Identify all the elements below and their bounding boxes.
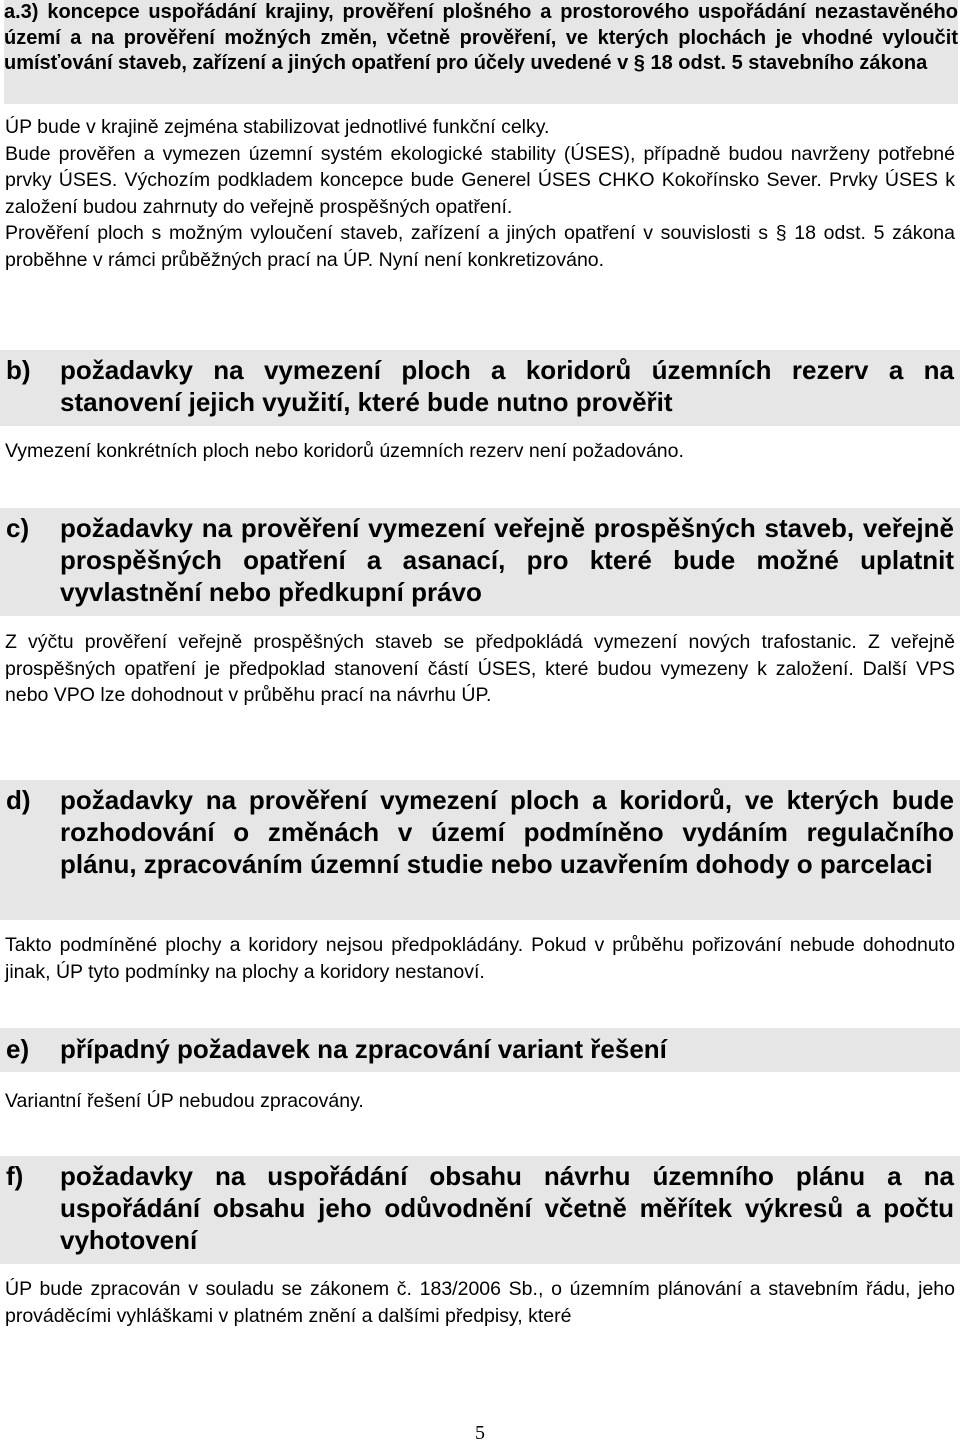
section-d-title: požadavky na prověření vymezení ploch a koridorů, ve kterých bude rozhodování o změnách v území podmíněno vydáním regulačního plánu, zpracováním územní studie nebo uzavřením dohody o parcelaci [60,785,954,879]
section-c-body [5,629,955,709]
section-b-text: Vymezení konkrétních ploch nebo koridorů územních rezerv není požadováno. [5,440,684,462]
section-b-body [5,438,955,465]
section-f-title: požadavky na uspořádání obsahu návrhu územního plánu a na uspořádání obsahu jeho odůvodnění včetně měřítek výkresů a počtu vyhotovení [60,1161,954,1255]
section-f-body [5,1276,955,1329]
section-b-letter: b) [6,355,31,385]
section-e-title: případný požadavek na zpracování variant řešení [60,1034,667,1064]
section-f-heading [0,1156,960,1264]
section-a3-paragraph: Bude prověřen a vymezen územní systém ekologické stability (ÚSES), případně budou navrženy potřebné prvky ÚSES. Výchozím podkladem koncepce bude Generel ÚSES CHKO Kokořínsko Sever. Prvky ÚSES k založení budou zahrnuty do veřejně prospěšných opatření. [5,142,955,218]
section-b-title: požadavky na vymezení ploch a koridorů územních rezerv a na stanovení jejich využití, které bude nutno prověřit [60,355,954,417]
section-c-title: požadavky na prověření vymezení veřejně prospěšných staveb, veřejně prospěšných opatření a asanací, pro které bude možné uplatnit vyvlastnění nebo předkupní právo [60,513,954,607]
section-c-letter: c) [6,513,30,543]
section-e-text: Variantní řešení ÚP nebudou zpracovány. [5,1090,364,1112]
section-d-letter: d) [6,785,31,815]
section-e-body [5,1088,955,1115]
section-f-letter: f) [6,1161,24,1191]
page-number: 5 [475,1422,485,1444]
section-a3-body [5,114,955,273]
section-f-text: ÚP bude zpracován v souladu se zákonem č. 183/2006 Sb., o územním plánování a stavebním řádu, jeho prováděcími vyhláškami v platném znění a dalšími předpisy, které [5,1278,955,1327]
section-b-heading [0,350,960,426]
section-d-body [5,932,955,985]
section-d-heading [0,780,960,920]
section-c-heading [0,508,960,616]
section-a3-paragraph: ÚP bude v krajině zejména stabilizovat jednotlivé funkční celky. [5,116,550,138]
section-a3-heading: a.3) koncepce uspořádání krajiny, prověření plošného a prostorového uspořádání nezastavěného území a na prověření možných změn, včetně prověření, ve kterých plochách je vhodné vyloučit umísťování staveb, zařízení a jiných opatření pro účely uvedené v § 18 odst. 5 stavebního zákona [4,0,958,104]
section-e-letter: e) [6,1034,30,1064]
section-c-text: Z výčtu prověření veřejně prospěšných staveb se předpokládá vymezení nových trafostanic. Z veřejně prospěšných opatření je předpoklad stanovení částí ÚSES, které budou vymezeny k založení. Další VPS nebo VPO lze dohodnout v průběhu prací na návrhu ÚP. [5,631,955,706]
section-d-text: Takto podmíněné plochy a koridory nejsou předpokládány. Pokud v průběhu pořizování nebude dohodnuto jinak, ÚP tyto podmínky na plochy a koridory nestanoví. [5,934,955,983]
section-a3-paragraph: Prověření ploch s možným vyloučení staveb, zařízení a jiných opatření v souvislosti s § 18 odst. 5 zákona proběhne v rámci průběžných prací na ÚP. Nyní není konkretizováno. [5,222,955,271]
section-e-heading [0,1028,960,1072]
